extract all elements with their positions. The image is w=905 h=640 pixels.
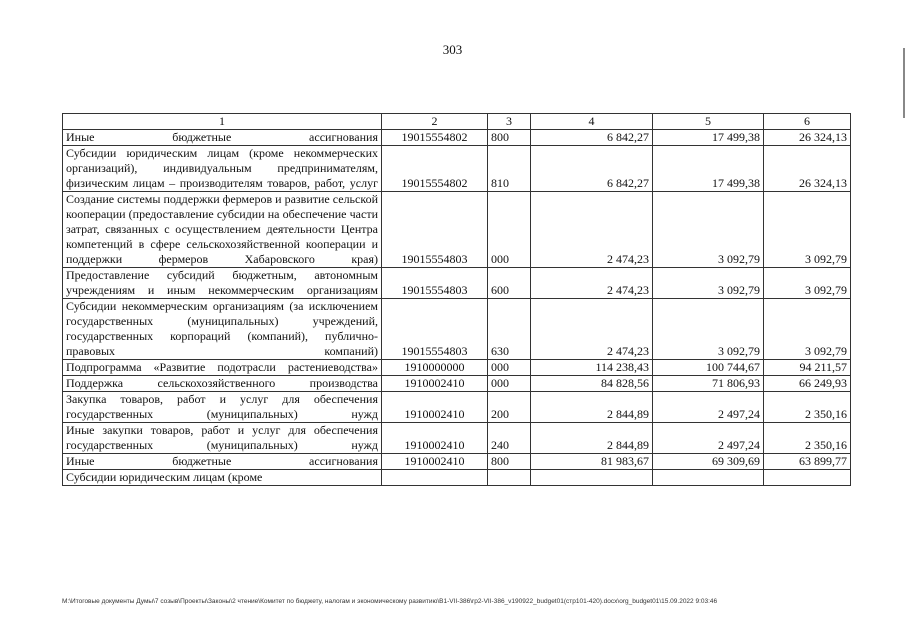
- table-row: [63, 423, 851, 454]
- row-expense-type: 000: [488, 360, 531, 376]
- row-expense-type: 800: [488, 130, 531, 146]
- table-row: [63, 299, 851, 360]
- column-header: 4: [531, 114, 653, 130]
- row-name: Создание системы поддержки фермеров и развитие сельской кооперации (предоставление субсидии на обеспечение части затрат, связанных с осуществлением деятельности Центра компетенций в сфере сельскохозяйственной кооперации и поддержки фермеров Хабаровского края): [63, 192, 382, 268]
- row-value-year2: 3 092,79: [653, 268, 764, 299]
- row-name: Подпрограмма «Развитие подотрасли растениеводства»: [63, 360, 382, 376]
- row-value-year3: 26 324,13: [764, 130, 851, 146]
- row-value-year1: 2 474,23: [531, 192, 653, 268]
- table-row: [63, 360, 851, 376]
- row-name: Иные бюджетные ассигнования: [63, 130, 382, 146]
- table-row: [63, 454, 851, 470]
- row-expense-type: 240: [488, 423, 531, 454]
- row-value-year1: 2 474,23: [531, 299, 653, 360]
- table-row: [63, 268, 851, 299]
- file-path-footer: M:\Итоговые документы Думы\7 созыв\Проекты\Законы\2 чтение\Комитет по бюджету, налогам и экономическому развитию\B1-VII-386\rp2-VII-386_v190922_budget01(стр101-420).docx\org_budget01\15.09.2022 9:03:46: [62, 598, 718, 605]
- row-code: 19015554802: [382, 130, 488, 146]
- row-name: Иные бюджетные ассигнования: [63, 454, 382, 470]
- row-value-year2: 17 499,38: [653, 130, 764, 146]
- row-code: 1910002410: [382, 423, 488, 454]
- table-row: [63, 130, 851, 146]
- row-expense-type: 810: [488, 146, 531, 192]
- table-row: [63, 192, 851, 268]
- row-name: Предоставление субсидий бюджетным, автономным учреждениям и иным некоммерческим организациям: [63, 268, 382, 299]
- column-header: 1: [63, 114, 382, 130]
- row-value-year2: [653, 470, 764, 486]
- page-number: 303: [442, 42, 463, 57]
- row-value-year2: 69 309,69: [653, 454, 764, 470]
- row-expense-type: 000: [488, 376, 531, 392]
- row-name: Субсидии юридическим лицам (кроме: [63, 470, 382, 486]
- row-code: 19015554803: [382, 299, 488, 360]
- column-header: 5: [653, 114, 764, 130]
- column-header: 2: [382, 114, 488, 130]
- table-row: [63, 470, 851, 486]
- budget-table-body: [63, 114, 851, 486]
- row-code: [382, 470, 488, 486]
- row-value-year3: 2 350,16: [764, 392, 851, 423]
- column-header: 6: [764, 114, 851, 130]
- row-value-year2: 3 092,79: [653, 299, 764, 360]
- row-code: 1910000000: [382, 360, 488, 376]
- row-code: 1910002410: [382, 454, 488, 470]
- row-value-year2: 3 092,79: [653, 192, 764, 268]
- row-value-year1: 2 474,23: [531, 268, 653, 299]
- row-name: Субсидии юридическим лицам (кроме некоммерческих организаций), индивидуальным предпринимателям, физическим лицам – производителям товаров, работ, услуг: [63, 146, 382, 192]
- row-expense-type: [488, 470, 531, 486]
- row-value-year3: [764, 470, 851, 486]
- row-value-year1: 114 238,43: [531, 360, 653, 376]
- row-expense-type: 630: [488, 299, 531, 360]
- row-expense-type: 200: [488, 392, 531, 423]
- row-value-year3: 3 092,79: [764, 192, 851, 268]
- row-value-year2: 100 744,67: [653, 360, 764, 376]
- row-value-year3: 3 092,79: [764, 299, 851, 360]
- row-code: 1910002410: [382, 376, 488, 392]
- row-expense-type: 000: [488, 192, 531, 268]
- budget-table: [62, 113, 851, 486]
- row-value-year3: 26 324,13: [764, 146, 851, 192]
- table-row: [63, 376, 851, 392]
- row-value-year3: 63 899,77: [764, 454, 851, 470]
- row-value-year1: 81 983,67: [531, 454, 653, 470]
- row-code: 19015554803: [382, 268, 488, 299]
- row-value-year3: 66 249,93: [764, 376, 851, 392]
- row-value-year2: 2 497,24: [653, 392, 764, 423]
- row-value-year2: 17 499,38: [653, 146, 764, 192]
- row-value-year1: 2 844,89: [531, 392, 653, 423]
- row-code: 1910002410: [382, 392, 488, 423]
- row-value-year2: 2 497,24: [653, 423, 764, 454]
- row-name: Поддержка сельскохозяйственного производства: [63, 376, 382, 392]
- row-name: Иные закупки товаров, работ и услуг для обеспечения государственных (муниципальных) нужд: [63, 423, 382, 454]
- table-row: [63, 146, 851, 192]
- row-value-year1: 84 828,56: [531, 376, 653, 392]
- row-value-year3: 3 092,79: [764, 268, 851, 299]
- row-value-year1: 6 842,27: [531, 130, 653, 146]
- column-header: 3: [488, 114, 531, 130]
- row-value-year1: 6 842,27: [531, 146, 653, 192]
- table-header-row: [63, 114, 851, 130]
- row-value-year3: 94 211,57: [764, 360, 851, 376]
- row-value-year1: [531, 470, 653, 486]
- row-code: 19015554803: [382, 192, 488, 268]
- row-value-year1: 2 844,89: [531, 423, 653, 454]
- row-name: Закупка товаров, работ и услуг для обеспечения государственных (муниципальных) нужд: [63, 392, 382, 423]
- row-value-year3: 2 350,16: [764, 423, 851, 454]
- row-name: Субсидии некоммерческим организациям (за исключением государственных (муниципальных) учреждений, государственных корпораций (компаний), публично-правовых компаний): [63, 299, 382, 360]
- row-expense-type: 600: [488, 268, 531, 299]
- row-code: 19015554802: [382, 146, 488, 192]
- table-row: [63, 392, 851, 423]
- row-value-year2: 71 806,93: [653, 376, 764, 392]
- row-expense-type: 800: [488, 454, 531, 470]
